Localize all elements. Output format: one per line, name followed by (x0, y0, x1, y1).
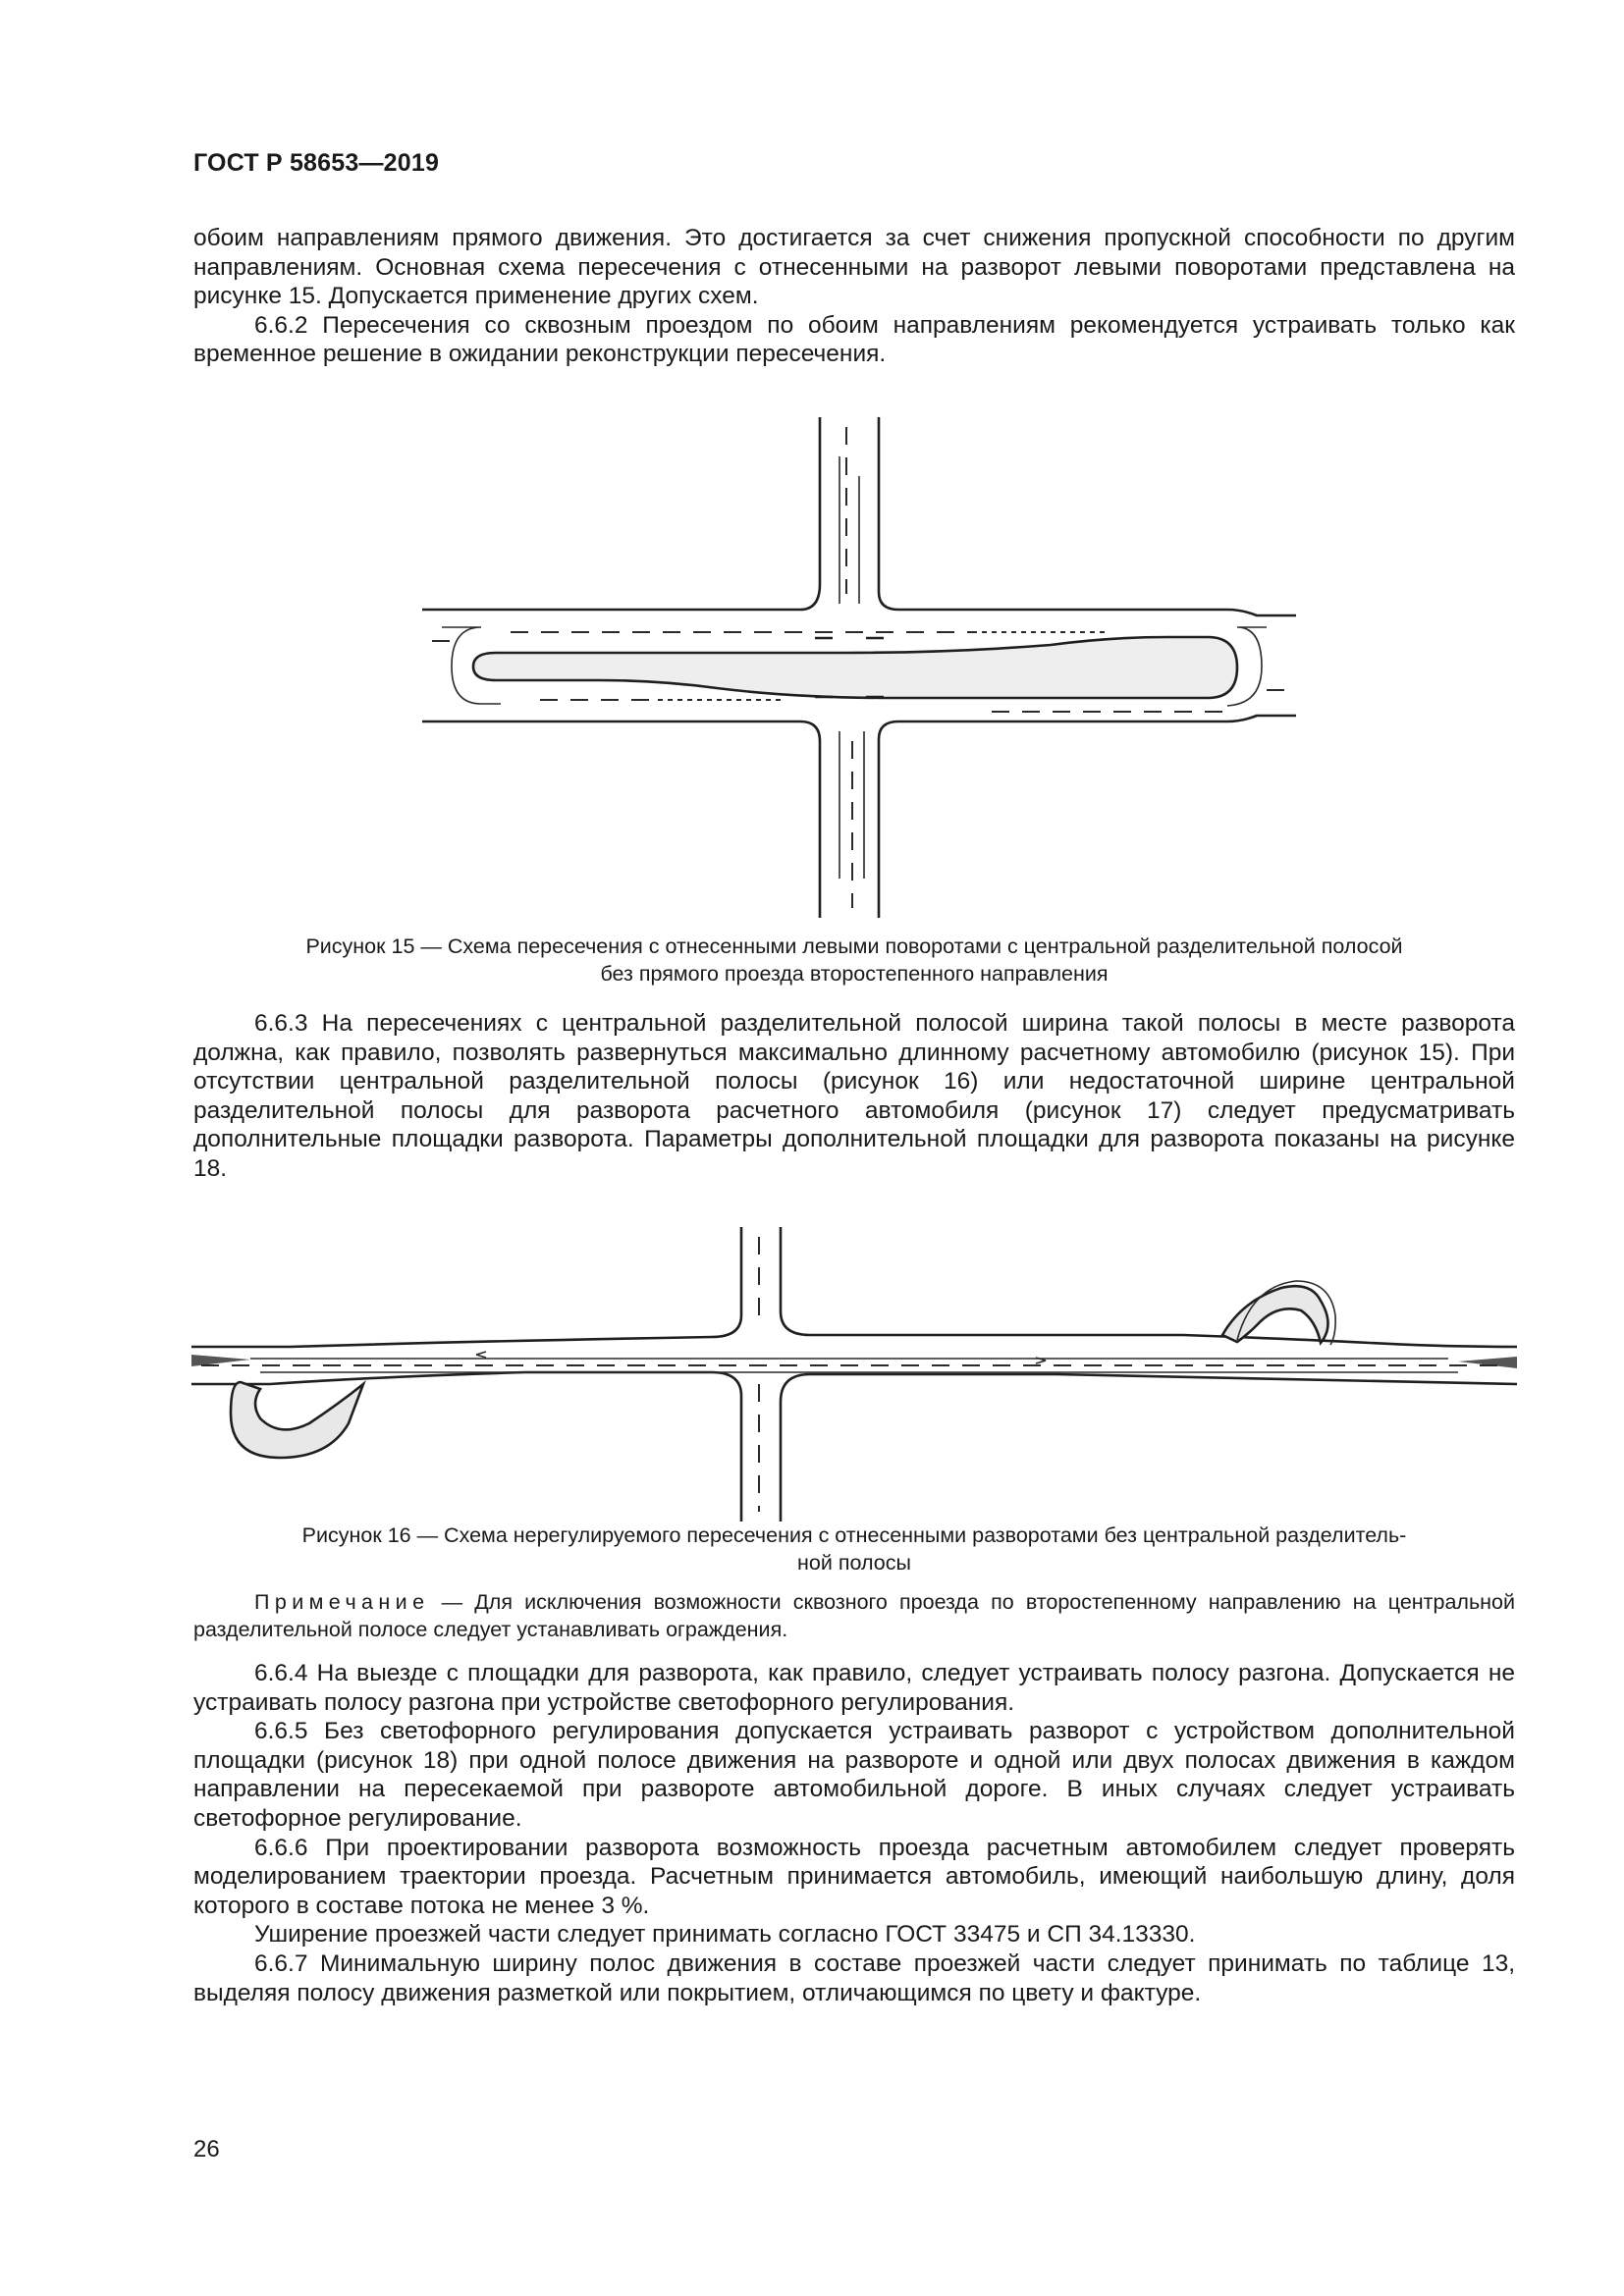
note-text: — Для исключения возможности сквозного проезда по второстепенному направлению на центральной разделительной полосе следует устанавливать ограждения. (193, 1590, 1515, 1641)
paragraph: 6.6.3 На пересечениях с центральной разделительной полосой ширина такой полосы в месте разворота должна, как правило, позволять развернуться максимально длинному расчетному автомобилю (рисунок 15). При отсутствии центральной разделительной полосы (рисунок 16) или недостаточной ширине центральной разделительной полосы для разворота расчетного автомобиля (рисунок 17) следует предусматривать дополнительные площадки разворота. Параметры дополнительной площадки для разворота показаны на рисунке 18. (193, 1010, 1515, 1182)
caption-line: Рисунок 16 — Схема нерегулируемого пересечения с отнесенными разворотами без центральной разделитель- (301, 1523, 1407, 1547)
caption-line: ной полосы (797, 1551, 911, 1575)
paragraph: 6.6.5 Без светофорного регулирования допускается устраивать разворот с устройством дополнительной площадки (рисунок 18) при одной полосе движения на развороте и одной или двух полосах движения в каждом направлении на пересекаемой при развороте автомобильной дороге. В иных случаях следует устраивать светофорное регулирование. (193, 1718, 1515, 1832)
note (193, 1588, 1515, 1643)
top-text (193, 224, 1515, 369)
paragraph: Уширение проезжей части следует принимать согласно ГОСТ 33475 и СП 34.13330. (254, 1921, 1196, 1949)
figure-16-caption (193, 1522, 1515, 1576)
paragraph: 6.6.7 Минимальную ширину полос движения в составе проезжей части следует принимать по таблице 13, выделяя полосу движения разметкой или покрытием, отличающимся по цвету и фактуре. (193, 1949, 1515, 2006)
middle-text (193, 1009, 1515, 1184)
note-label: Примечание (254, 1590, 430, 1614)
page-number: 26 (193, 2136, 220, 2163)
paragraph: обоим направлениям прямого движения. Это достигается за счет снижения пропускной способности по другим направлениям. Основная схема пересечения с отнесенными на разворот левыми поворотами представлена на рисунке 15. Допускается применение других схем. (193, 225, 1515, 310)
figure-15-diagram (422, 417, 1296, 918)
caption-line: без прямого проезда второстепенного направления (600, 962, 1109, 986)
figure-16-diagram (191, 1227, 1517, 1522)
paragraph: 6.6.2 Пересечения со сквозным проездом по обоим направлениям рекомендуется устраивать только как временное решение в ожидании реконструкции пересечения. (193, 311, 1515, 368)
document-header: ГОСТ Р 58653—2019 (193, 149, 440, 177)
figure-15-caption (193, 933, 1515, 988)
paragraph: 6.6.6 При проектировании разворота возможность проезда расчетным автомобилем следует проверять моделированием траектории проезда. Расчетным принимается автомобиль, имеющий наибольшую длину, доля которого в составе потока не менее 3 %. (193, 1834, 1515, 1919)
caption-line: Рисунок 15 — Схема пересечения с отнесенными левыми поворотами с центральной разделительной полосой (305, 934, 1403, 958)
bottom-text (193, 1659, 1515, 2007)
paragraph: 6.6.4 На выезде с площадки для разворота, как правило, следует устраивать полосу разгона. Допускается не устраивать полосу разгона при устройстве светофорного регулирования. (193, 1660, 1515, 1716)
